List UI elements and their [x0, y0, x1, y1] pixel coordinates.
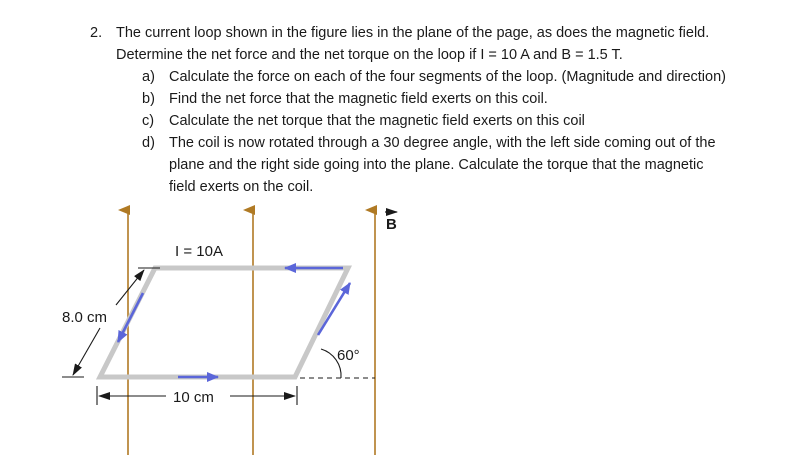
current-arrow-left — [118, 293, 143, 342]
current-direction-arrows — [118, 268, 350, 377]
part-a-label: a) — [142, 69, 155, 85]
side-length-label: 8.0 cm — [62, 309, 108, 326]
part-b-text: Find the net force that the magnetic field exerts on this coil. — [169, 91, 548, 107]
problem-stem-line-1: The current loop shown in the figure lies in the plane of the page, as does the magnetic field. — [116, 25, 710, 41]
current-loop — [100, 268, 348, 377]
current-loop-figure — [0, 200, 788, 470]
problem-number: 2. — [90, 25, 103, 41]
part-d-label: d) — [142, 135, 155, 151]
problem-stem-line-2: Determine the net force and the net torque on the loop if I = 10 A and B = 1.5 T. — [116, 47, 623, 63]
magnetic-field-lines — [128, 210, 375, 455]
field-label-group — [385, 212, 397, 233]
angle-annotation — [300, 347, 375, 378]
part-c-label: c) — [142, 113, 155, 129]
part-d-text-line-2: plane and the right side going into the plane. Calculate the torque that the magnetic — [169, 157, 704, 173]
current-label: I = 10A — [175, 243, 223, 260]
width-label: 10 cm — [173, 389, 214, 406]
part-a-text: Calculate the force on each of the four segments of the loop. (Magnitude and direction) — [169, 69, 726, 85]
current-arrow-right — [318, 283, 350, 335]
part-d-text-line-3: field exerts on the coil. — [169, 179, 314, 195]
field-label: B — [386, 216, 397, 233]
width-dimension — [97, 386, 297, 406]
problem-statement — [0, 0, 788, 200]
part-c-text: Calculate the net torque that the magnetic field exerts on this coil — [169, 113, 585, 129]
part-d-text-line-1: The coil is now rotated through a 30 degree angle, with the left side coming out of the — [169, 135, 716, 151]
angle-label: 60° — [337, 347, 360, 364]
part-b-label: b) — [142, 91, 155, 107]
